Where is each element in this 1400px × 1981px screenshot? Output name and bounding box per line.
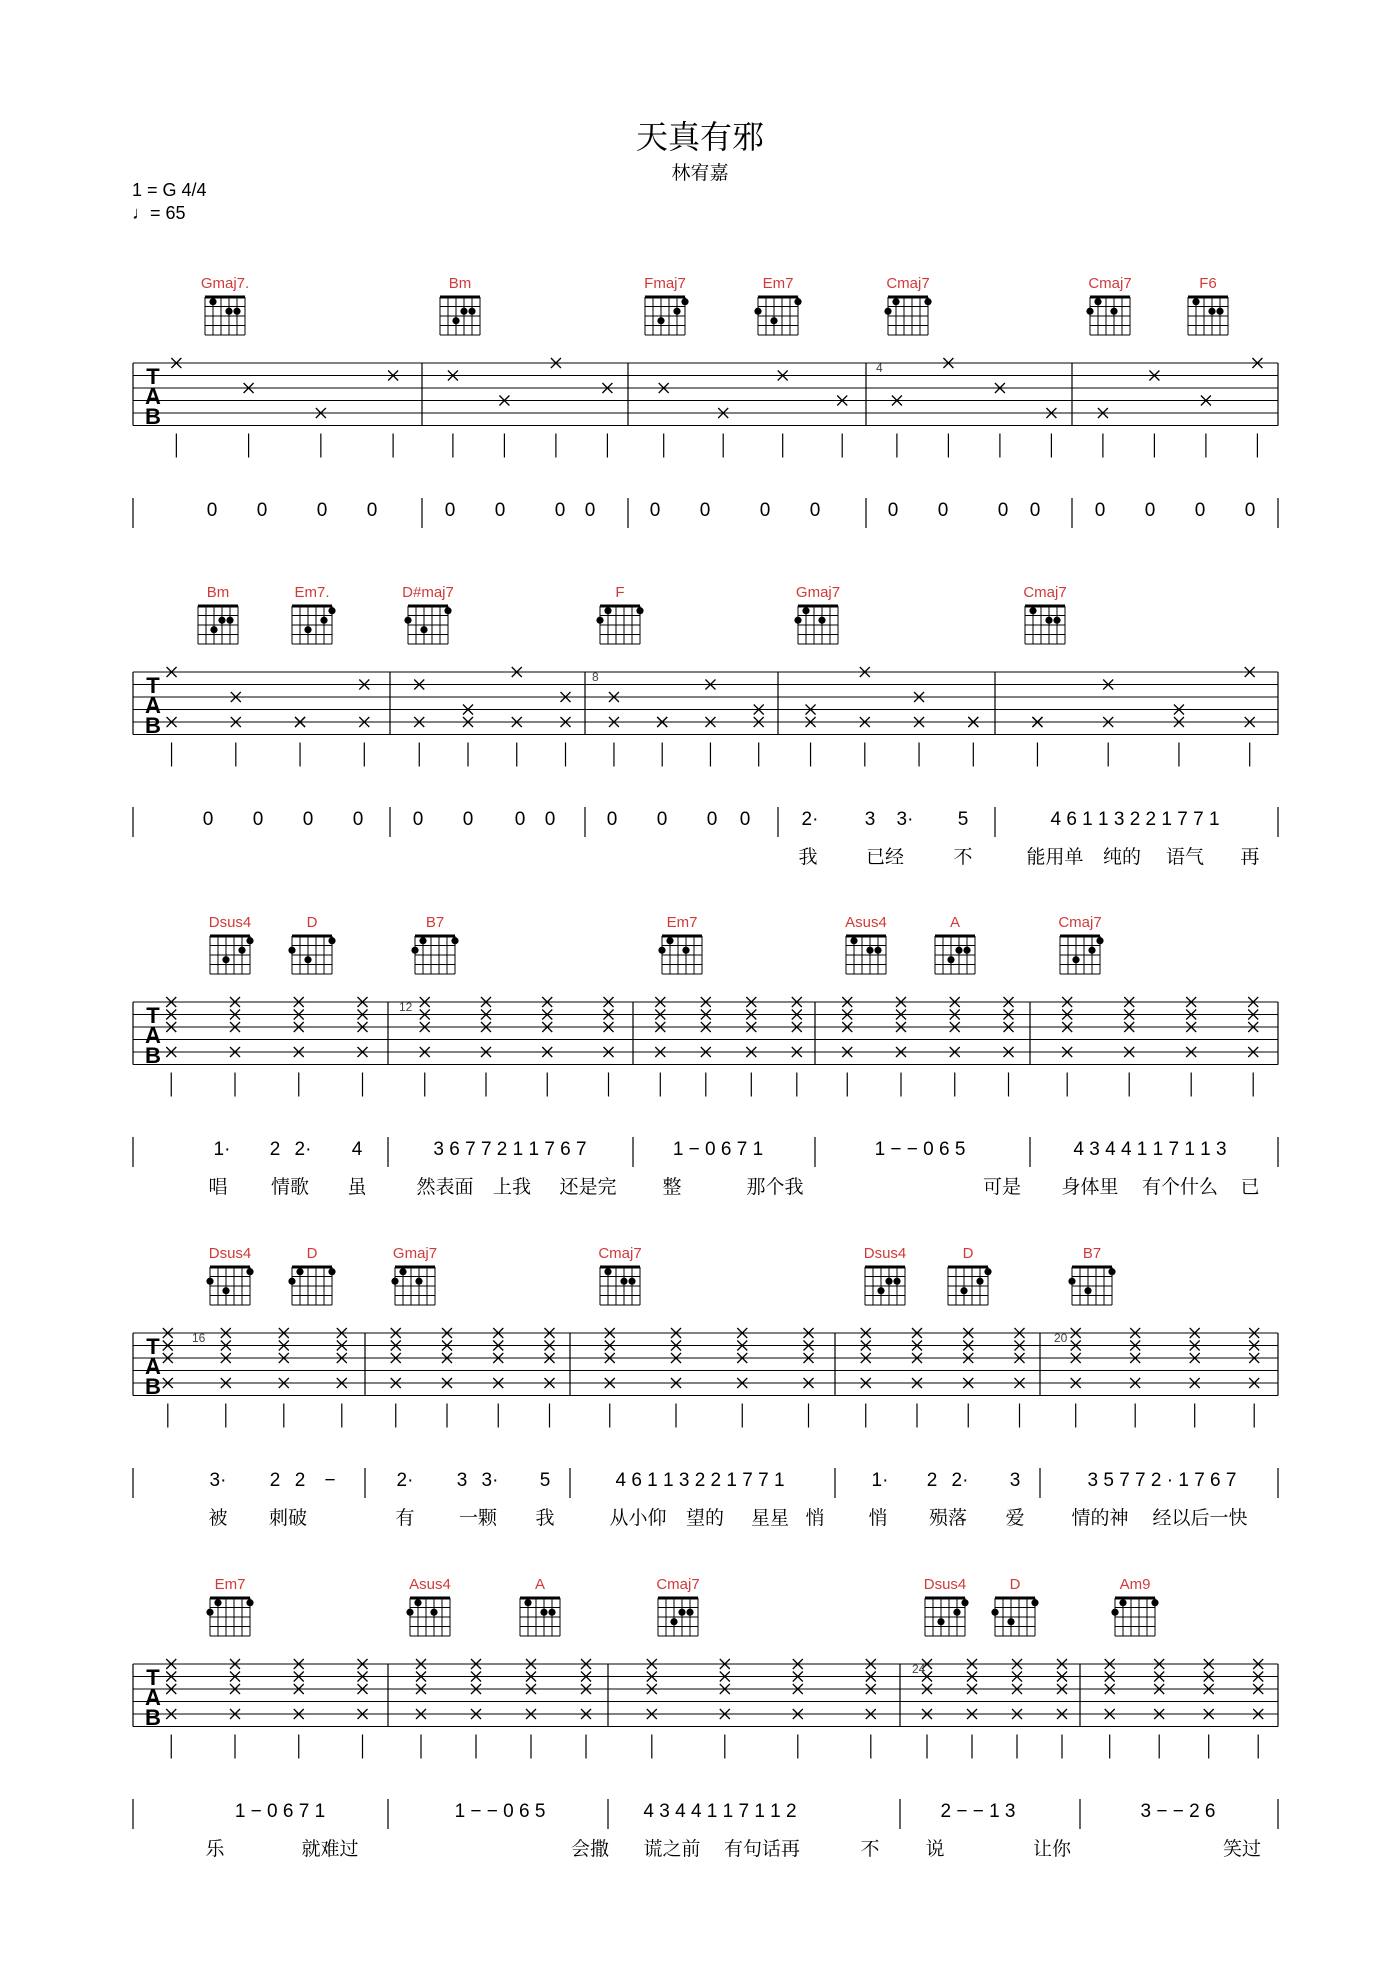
chord-name: Cmaj7 <box>656 1576 700 1593</box>
tab-clef-letter: B <box>145 1374 161 1399</box>
chord-name: Gmaj7. <box>200 275 250 292</box>
chord-name: Cmaj7 <box>1058 914 1102 931</box>
score-system <box>0 1576 1400 1876</box>
lyric-text: 悄 <box>868 1507 888 1529</box>
jianpu-note: 0 <box>544 809 556 830</box>
jianpu-note: 0 <box>706 809 718 830</box>
lyric-text: 一颗 <box>458 1507 498 1529</box>
chord-name: Asus4 <box>845 914 887 931</box>
chord-name: Am9 <box>1119 1576 1151 1593</box>
jianpu-note: 0 <box>316 500 328 521</box>
chord-name: D <box>1009 1576 1021 1593</box>
key-signature: 1 = G 4/4 <box>132 180 207 200</box>
measure-number: 4 <box>876 361 883 375</box>
lyric-text: 情歌 <box>270 1176 310 1198</box>
score-system <box>0 1245 1400 1545</box>
chord-name: Em7 <box>214 1576 246 1593</box>
lyric-text: 然表面 <box>416 1176 474 1198</box>
jianpu-note: 0 <box>584 500 596 521</box>
lyric-text: 还是完 <box>559 1176 617 1198</box>
lyric-text: 可是 <box>982 1176 1022 1198</box>
tab-clef-letter: B <box>145 713 161 738</box>
chord-name: Dsus4 <box>923 1576 967 1593</box>
jianpu-note: 0 <box>554 500 566 521</box>
tab-clef-letter: A <box>145 384 161 409</box>
tab-clef-letter: A <box>145 1354 161 1379</box>
tab-clef-letter: T <box>146 364 160 389</box>
lyric-text: 谎之前 <box>643 1838 701 1860</box>
chord-name: Gmaj7 <box>392 1245 438 1262</box>
jianpu-note: 0 <box>444 500 456 521</box>
score-system <box>0 584 1400 884</box>
chord-name: D <box>306 1245 318 1262</box>
score-system <box>0 914 1400 1214</box>
chord-name: D <box>962 1245 974 1262</box>
chord-name: Cmaj7 <box>598 1245 642 1262</box>
chord-name: Asus4 <box>409 1576 451 1593</box>
chord-name: Em7 <box>762 275 794 292</box>
lyric-text: 从小仰 <box>609 1507 667 1529</box>
lyric-text: 刺破 <box>268 1507 308 1529</box>
lyric-text: 再 <box>1240 846 1260 868</box>
jianpu-note: 0 <box>1244 500 1256 521</box>
tab-clef-letter: T <box>146 1665 160 1690</box>
lyric-text: 情的神 <box>1071 1507 1129 1529</box>
tab-clef-letter: B <box>145 1043 161 1068</box>
lyric-text: 已 <box>1240 1176 1260 1198</box>
jianpu-note: 0 <box>352 809 364 830</box>
jianpu-note: 0 <box>514 809 526 830</box>
jianpu-note: 2· <box>801 809 819 830</box>
chord-name: Dsus4 <box>208 914 252 931</box>
tab-clef-letter: B <box>145 1705 161 1730</box>
jianpu-note: 0 <box>809 500 821 521</box>
jianpu-note: 0 <box>997 500 1009 521</box>
tab-clef-letter: A <box>145 693 161 718</box>
tab-staff <box>0 1576 1400 1876</box>
jianpu-note: 0 <box>1144 500 1156 521</box>
lyric-text: 笑过 <box>1222 1838 1262 1860</box>
chord-name: Cmaj7 <box>1023 584 1067 601</box>
tab-clef-letter: A <box>145 1023 161 1048</box>
chord-name: Gmaj7 <box>795 584 841 601</box>
jianpu-note: 1 − − 0 6 5 <box>454 1801 546 1822</box>
chord-name: Bm <box>206 584 230 601</box>
jianpu-note: 1 − 0 6 7 1 <box>234 1801 326 1822</box>
measure-number: 8 <box>592 670 599 684</box>
lyric-text: 就难过 <box>301 1838 359 1860</box>
chord-name: F6 <box>1199 275 1217 292</box>
chord-name: A <box>949 914 961 931</box>
jianpu-note: 0 <box>699 500 711 521</box>
jianpu-note: 2· <box>396 1470 414 1491</box>
jianpu-note: 2· <box>294 1139 312 1160</box>
lyric-text: 有句话再 <box>723 1838 801 1860</box>
jianpu-note: 4 6 1 1 3 2 2 1 7 7 1 <box>615 1470 785 1491</box>
jianpu-note: 1 − − 0 6 5 <box>874 1139 966 1160</box>
tab-staff <box>0 584 1400 884</box>
jianpu-note: 0 <box>1029 500 1041 521</box>
tab-clef-letter: T <box>146 1003 160 1028</box>
jianpu-note: 3· <box>209 1470 227 1491</box>
lyric-text: 纯的 <box>1102 846 1142 868</box>
jianpu-note: 3 <box>864 809 876 830</box>
jianpu-note: 3 − − 2 6 <box>1140 1801 1216 1822</box>
song-artist: 林宥嘉 <box>671 162 729 184</box>
chord-name: Em7 <box>666 914 698 931</box>
tab-clef-letter: A <box>145 1685 161 1710</box>
jianpu-note: 4 3 4 4 1 1 7 1 1 3 <box>1073 1139 1227 1160</box>
lyric-text: 不 <box>953 846 973 868</box>
jianpu-note: 0 <box>494 500 506 521</box>
chord-name: Dsus4 <box>863 1245 907 1262</box>
tab-clef-letter: T <box>146 1334 160 1359</box>
jianpu-note: 0 <box>606 809 618 830</box>
chord-name: B7 <box>1082 1245 1102 1262</box>
lyric-text: 那个我 <box>746 1176 804 1198</box>
jianpu-note: 1· <box>213 1139 231 1160</box>
lyric-text: 说 <box>925 1838 945 1860</box>
tab-staff <box>0 275 1400 575</box>
lyric-text: 不 <box>860 1838 880 1860</box>
jianpu-note: 5 <box>957 809 969 830</box>
lyric-text: 让你 <box>1032 1838 1072 1860</box>
jianpu-note: 0 <box>739 809 751 830</box>
jianpu-note: − <box>324 1470 336 1491</box>
jianpu-note: 0 <box>1094 500 1106 521</box>
tab-clef-letter: T <box>146 673 160 698</box>
jianpu-note: 0 <box>937 500 949 521</box>
chord-name: Dsus4 <box>208 1245 252 1262</box>
jianpu-note: 0 <box>649 500 661 521</box>
jianpu-note: 3· <box>481 1470 499 1491</box>
jianpu-note: 0 <box>412 809 424 830</box>
lyric-text: 虽 <box>347 1176 367 1198</box>
chord-name: Cmaj7 <box>886 275 930 292</box>
jianpu-note: 5 <box>539 1470 551 1491</box>
lyric-text: 上我 <box>492 1176 532 1198</box>
lyric-text: 乐 <box>205 1838 225 1860</box>
lyric-text: 整 <box>662 1176 682 1198</box>
lyric-text: 被 <box>208 1507 228 1529</box>
chord-name: B7 <box>425 914 445 931</box>
tab-staff <box>0 1245 1400 1545</box>
jianpu-note: 1 − 0 6 7 1 <box>672 1139 764 1160</box>
jianpu-note: 2 <box>926 1470 938 1491</box>
lyric-text: 望的 <box>685 1507 725 1529</box>
lyric-text: 星星 <box>750 1507 790 1529</box>
jianpu-note: 2 − − 1 3 <box>940 1801 1016 1822</box>
lyric-text: 我 <box>535 1507 555 1529</box>
chord-name: F <box>615 584 625 601</box>
jianpu-note: 2 <box>269 1139 281 1160</box>
measure-number: 16 <box>192 1331 206 1345</box>
lyric-text: 殒落 <box>928 1507 968 1529</box>
lyric-text: 身体里 <box>1061 1176 1119 1198</box>
jianpu-note: 2 <box>269 1470 281 1491</box>
jianpu-note: 2 <box>294 1470 306 1491</box>
jianpu-note: 0 <box>256 500 268 521</box>
lyric-text: 有 <box>395 1507 415 1529</box>
jianpu-note: 0 <box>366 500 378 521</box>
chord-name: A <box>534 1576 546 1593</box>
jianpu-note: 2· <box>951 1470 969 1491</box>
lyric-text: 语气 <box>1165 846 1205 868</box>
jianpu-note: 4 6 1 1 3 2 2 1 7 7 1 <box>1050 809 1220 830</box>
jianpu-note: 0 <box>252 809 264 830</box>
jianpu-note: 1· <box>871 1470 889 1491</box>
jianpu-note: 0 <box>656 809 668 830</box>
chord-name: Bm <box>448 275 472 292</box>
jianpu-note: 0 <box>202 809 214 830</box>
jianpu-note: 0 <box>206 500 218 521</box>
lyric-text: 经以后一快 <box>1152 1507 1248 1529</box>
jianpu-note: 4 3 4 4 1 1 7 1 1 2 <box>643 1801 797 1822</box>
score-system <box>0 275 1400 575</box>
chord-name: D#maj7 <box>402 584 454 601</box>
lyric-text: 有个什么 <box>1141 1176 1219 1198</box>
lyric-text: 会撒 <box>570 1838 610 1860</box>
jianpu-note: 4 <box>351 1139 363 1160</box>
chord-name: Em7. <box>294 584 330 601</box>
chord-name: Cmaj7 <box>1088 275 1132 292</box>
measure-number: 20 <box>1054 1331 1068 1345</box>
jianpu-note: 0 <box>462 809 474 830</box>
chord-name: Fmaj7 <box>644 275 686 292</box>
jianpu-note: 3 <box>456 1470 468 1491</box>
lyric-text: 爱 <box>1005 1507 1025 1529</box>
tab-staff <box>0 914 1400 1214</box>
jianpu-note: 0 <box>887 500 899 521</box>
measure-number: 24 <box>912 1662 926 1676</box>
lyric-text: 悄 <box>805 1507 825 1529</box>
jianpu-note: 0 <box>1194 500 1206 521</box>
lyric-text: 我 <box>798 846 818 868</box>
tempo-marking: ♩= 65 <box>132 203 186 223</box>
jianpu-note: 3 6 7 7 2 1 1 7 6 7 <box>433 1139 587 1160</box>
lyric-text: 唱 <box>208 1176 228 1198</box>
song-title: 天真有邪 <box>635 118 764 156</box>
lyric-text: 能用单 <box>1026 846 1084 868</box>
jianpu-note: 0 <box>759 500 771 521</box>
chord-name: D <box>306 914 318 931</box>
jianpu-note: 3 5 7 7 2 · 1 7 6 7 <box>1087 1470 1237 1491</box>
jianpu-note: 3 <box>1009 1470 1021 1491</box>
tab-clef-letter: B <box>145 404 161 429</box>
measure-number: 12 <box>399 1000 413 1014</box>
lyric-text: 已经 <box>865 846 905 868</box>
jianpu-note: 3· <box>896 809 914 830</box>
jianpu-note: 0 <box>302 809 314 830</box>
